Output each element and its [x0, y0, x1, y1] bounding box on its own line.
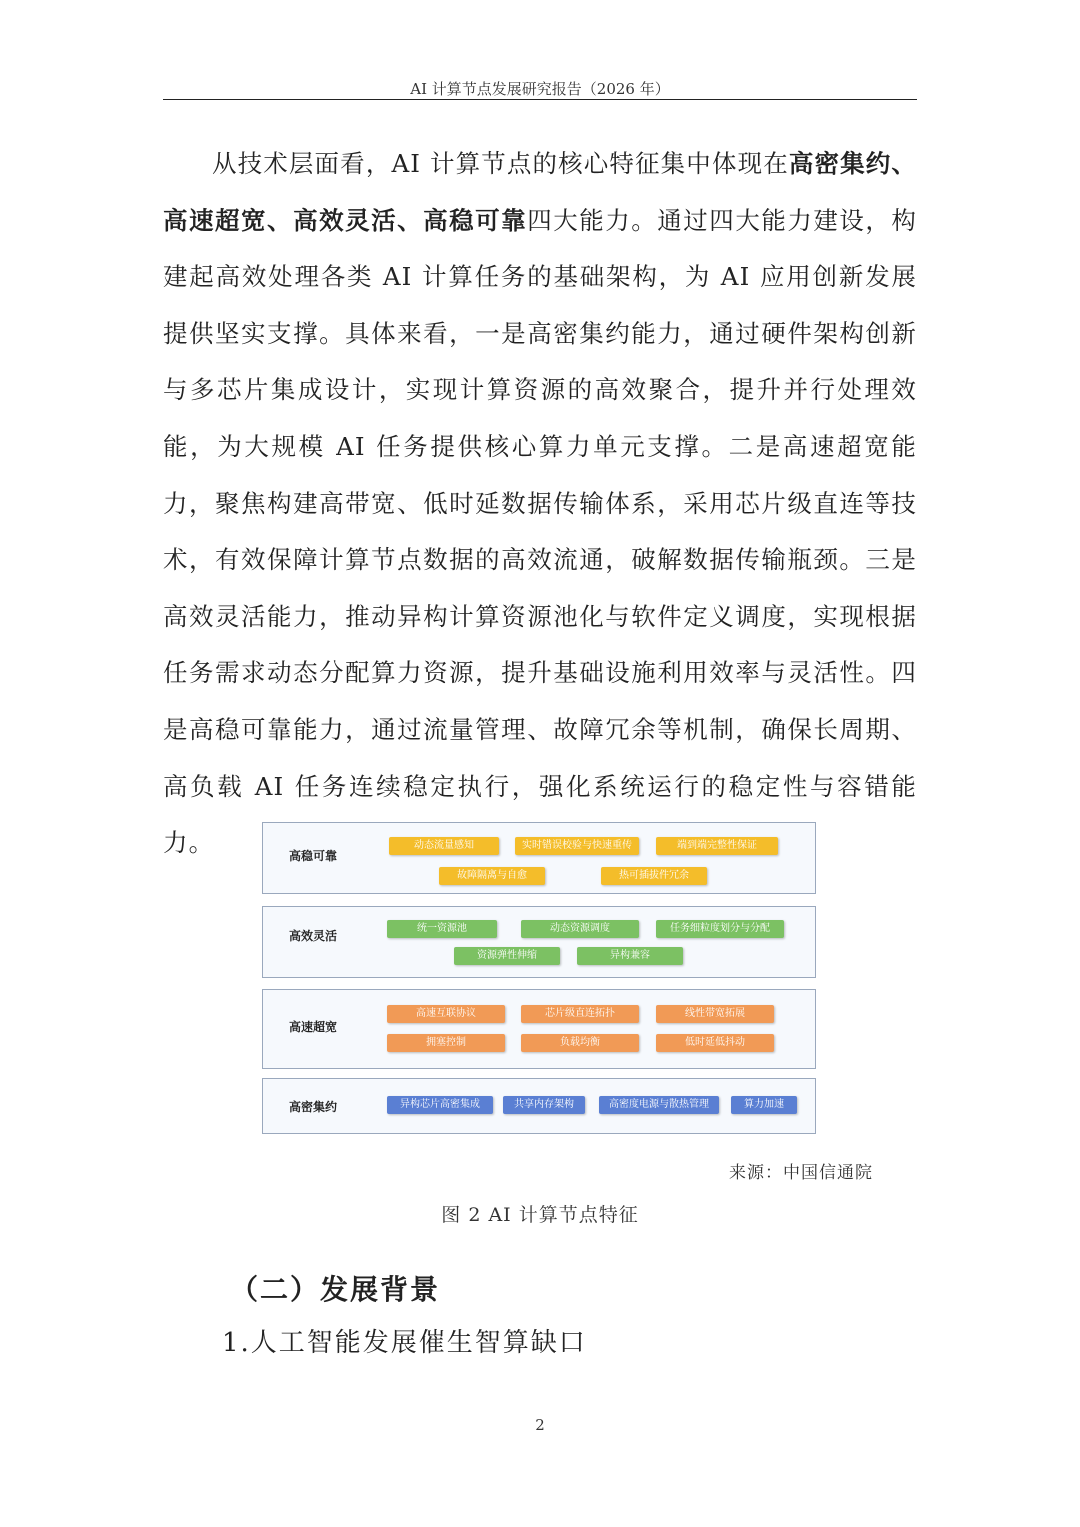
header-rule: [163, 99, 917, 100]
chip: 动态流量感知: [389, 837, 499, 855]
chip: 拥塞控制: [387, 1034, 505, 1052]
paragraph-rest: 四大能力。通过四大能力建设，构建起高效处理各类 AI 计算任务的基础架构，为 AI 应用创新发展提供坚实支撑。具体来看，一是高密集约能力，通过硬件架构创新与多芯片集成设计，实现计算资源的高效聚合，提升并行处理效能，为大规模 AI 任务提供核心算力单元支撑。二是高速超宽能力，聚焦构建高带宽、低时延数据传输体系，采用芯片级直连等技术，有效保障计算节点数据的高效流通，破解数据传输瓶颈。三是高效灵活能力，推动异构计算资源池化与软件定义调度，实现根据任务需求动态分配算力资源，提升基础设施利用效率与灵活性。四是高稳可靠能力，通过流量管理、故障冗余等机制，确保长周期、高负载 AI 任务连续稳定执行，强化系统运行的稳定性与容错能力。: [163, 205, 917, 858]
layer-label: 高效灵活: [289, 929, 338, 943]
chip: 统一资源池: [387, 920, 497, 938]
chip: 异构兼容: [577, 947, 683, 965]
layer-high-stability: [262, 822, 816, 894]
section-heading: （二）发展背景: [230, 1273, 441, 1306]
chip: 线性带宽拓展: [656, 1005, 774, 1023]
ai-node-feature-diagram: [262, 822, 816, 1134]
chip: 端到端完整性保证: [656, 837, 778, 855]
chip: 低时延低抖动: [656, 1034, 774, 1052]
body-paragraph: [163, 136, 917, 872]
chip: 算力加速: [731, 1096, 797, 1114]
layer-high-speed: [262, 989, 816, 1069]
layer-label: 高稳可靠: [289, 849, 338, 863]
chip: 芯片级直连拓扑: [521, 1005, 639, 1023]
figure-caption: 图 2 AI 计算节点特征: [441, 1204, 639, 1226]
chip: 负载均衡: [521, 1034, 639, 1052]
layer-high-density: [262, 1078, 816, 1134]
running-header: AI 计算节点发展研究报告（2026 年）: [410, 80, 670, 98]
paragraph-bold-capabilities: 高密集约、高速超宽、高效灵活、高稳可靠: [163, 149, 918, 235]
layer-label: 高密集约: [289, 1100, 338, 1114]
chip: 共享内存架构: [503, 1096, 585, 1114]
chip: 故障隔离与自愈: [439, 867, 545, 885]
chip: 资源弹性伸缩: [454, 947, 560, 965]
paragraph-intro: 从技术层面看，AI 计算节点的核心特征集中体现在: [212, 149, 789, 178]
layer-high-efficiency: [262, 906, 816, 978]
page-number: 2: [535, 1416, 545, 1434]
figure-source: 来源：中国信通院: [729, 1163, 873, 1183]
chip: 异构芯片高密集成: [387, 1096, 493, 1114]
chip: 动态资源调度: [521, 920, 639, 938]
chip: 高密度电源与散热管理: [599, 1096, 719, 1114]
chip: 任务细粒度划分与分配: [656, 920, 784, 938]
subsection-heading: 1.人工智能发展催生智算缺口: [222, 1328, 587, 1358]
chip: 实时错误校验与快速重传: [515, 837, 639, 855]
chip: 热可插拔件冗余: [601, 867, 707, 885]
chip: 高速互联协议: [387, 1005, 505, 1023]
layer-label: 高速超宽: [289, 1020, 338, 1034]
